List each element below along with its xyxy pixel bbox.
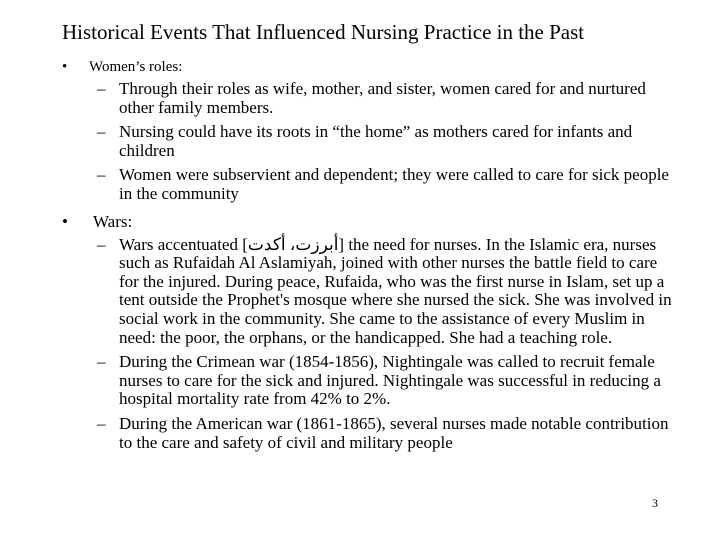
bullet-heading: Women’s roles: xyxy=(89,59,183,75)
sub-bullet-item xyxy=(97,352,679,409)
bullet-womens-roles xyxy=(0,58,720,80)
page-number: 3 xyxy=(652,496,658,510)
sub-bullet-text: Through their roles as wife, mother, and sister, women cared for and nurtured other family members. xyxy=(119,79,646,117)
bullet-heading: Wars: xyxy=(93,211,133,231)
sub-bullet-text: During the Crimean war (1854-1856), Nightingale was called to recruit female nurses to care for the sick and injured. Nightingale was successful in reducing a hospital mortality rate from 42% to 2%. xyxy=(119,352,661,409)
sub-bullet-item xyxy=(97,79,679,117)
sub-bullet-text: Nursing could have its roots in “the home” as mothers cared for infants and children xyxy=(119,122,633,160)
dash-marker: – xyxy=(97,79,106,98)
text-before-arabic: Wars accentuated [ xyxy=(119,234,248,254)
dash-marker: – xyxy=(97,413,106,433)
sub-bullet-item xyxy=(97,165,679,203)
text-after-arabic: ] the need for nurses. In the Islamic era, nurses such as Rufaidah Al Aslamiyah, joined with other nurses the battle field to care for the injured. During peace, Rufaida, who was the first nurse in Islam, set up a tent outside the Prophet's mosque where she nursed the sick. She was involved in social work in the community. She came to the assistance of every Muslim in need: the poor, the orphans, or the handicapped. She had a teaching role. xyxy=(119,234,672,347)
sub-bullet-item xyxy=(97,234,679,348)
sub-bullet-text: Women were subservient and dependent; they were called to care for sick people in the community xyxy=(119,165,669,203)
bullet-marker: • xyxy=(62,211,68,231)
arabic-gloss: أبرزت، أكدت xyxy=(247,234,339,254)
dash-marker: – xyxy=(97,352,106,372)
sub-bullet-item xyxy=(97,122,679,160)
sub-bullet-text xyxy=(119,235,672,347)
dash-marker: – xyxy=(97,122,106,142)
slide-title: Historical Events That Influenced Nursing Practice in the Past xyxy=(62,20,585,44)
sub-bullet-item xyxy=(97,413,679,452)
slide-body xyxy=(0,58,720,458)
sub-bullet-text: During the American war (1861-1865), several nurses made notable contribution to the care and safety of civil and military people xyxy=(119,413,669,452)
dash-marker: – xyxy=(97,234,106,254)
bullet-marker: • xyxy=(62,59,68,75)
bullet-wars xyxy=(0,212,720,236)
dash-marker: – xyxy=(97,165,106,185)
